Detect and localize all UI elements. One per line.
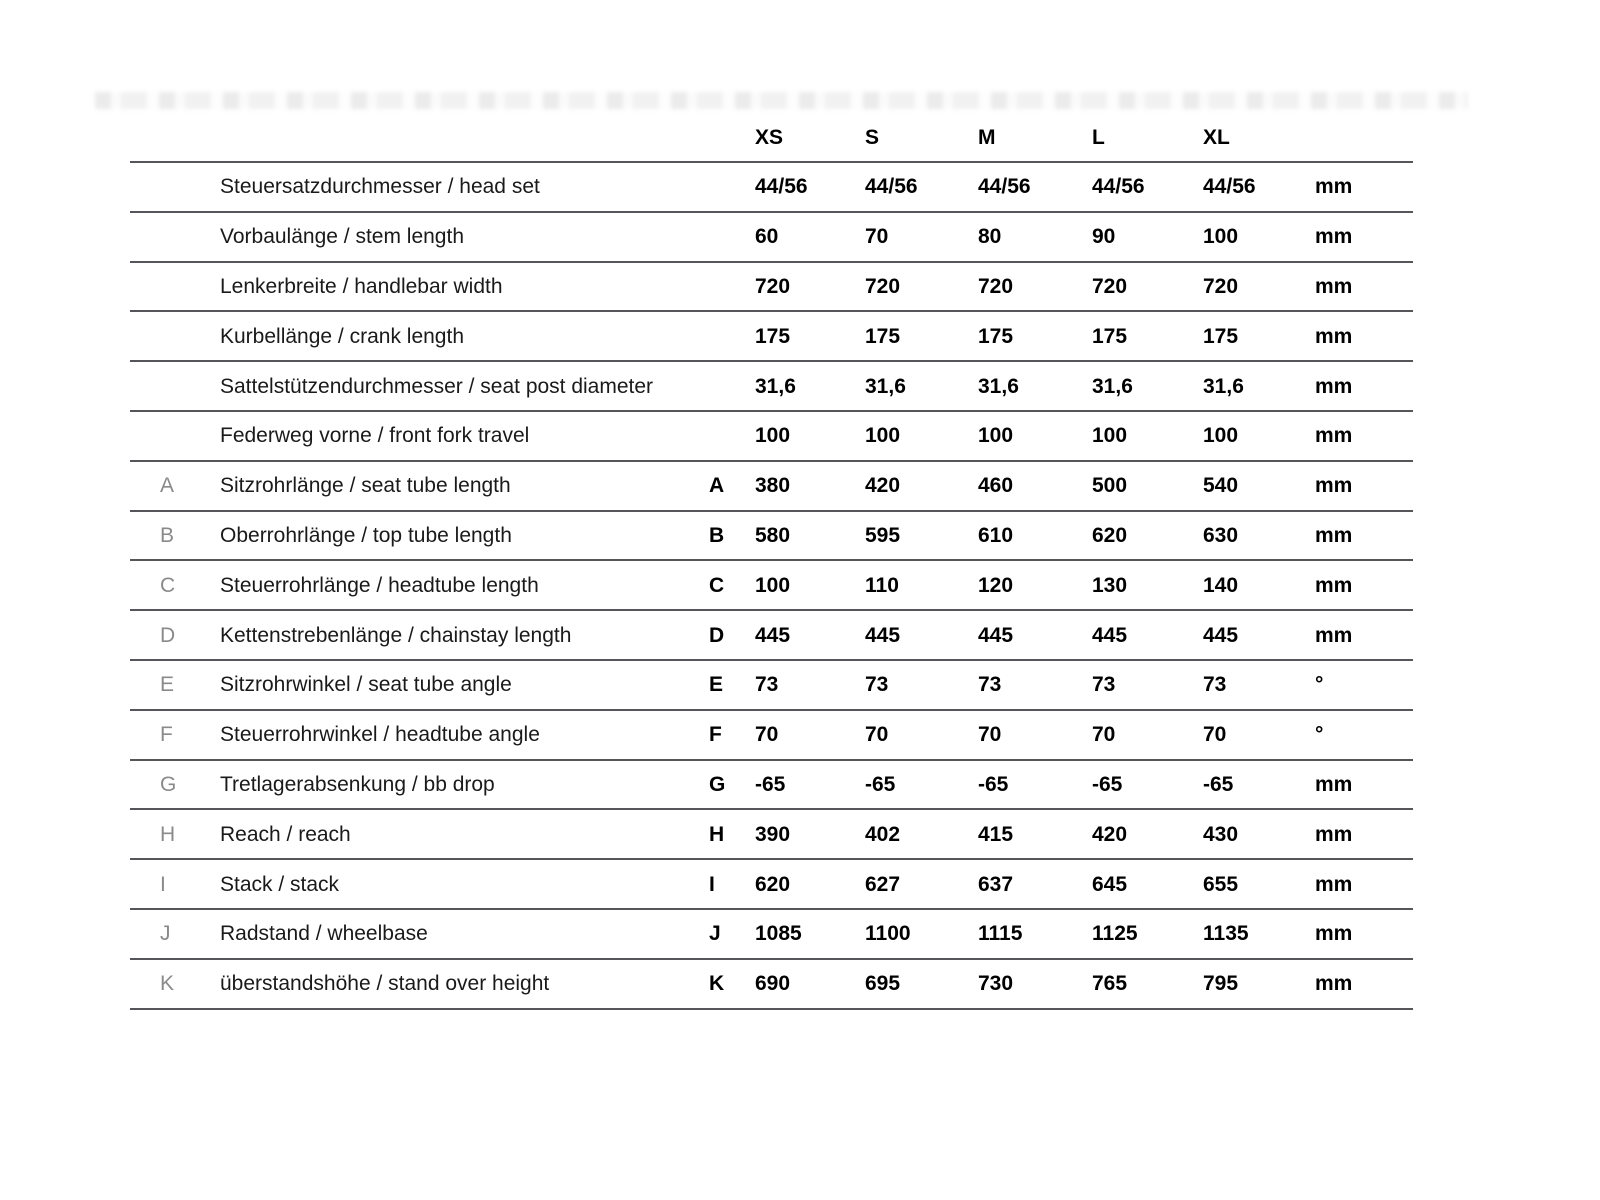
row-letter: E xyxy=(160,673,175,697)
value-cell-m: 80 xyxy=(978,225,1002,249)
unit-cell: mm xyxy=(1315,822,1353,846)
row-size-letter: A xyxy=(709,474,725,498)
value-cell-xl: 31,6 xyxy=(1203,374,1244,398)
value-cell-s: -65 xyxy=(865,772,896,796)
value-cell-l: 765 xyxy=(1092,972,1128,996)
value-cell-l: 175 xyxy=(1092,324,1128,348)
value-cell-xs: 380 xyxy=(755,474,791,498)
value-cell-xl: -65 xyxy=(1203,772,1234,796)
value-cell-l: 500 xyxy=(1092,474,1128,498)
column-header-size: M xyxy=(978,125,996,149)
row-label: Stack / stack xyxy=(220,872,340,896)
row-label: Steuersatzdurchmesser / head set xyxy=(220,175,540,199)
table-row xyxy=(130,362,1413,412)
unit-cell: mm xyxy=(1315,523,1353,547)
table-row xyxy=(130,810,1413,860)
value-cell-xs: 31,6 xyxy=(755,374,796,398)
value-cell-s: 31,6 xyxy=(865,374,906,398)
table-header-row xyxy=(130,113,1413,163)
table-row xyxy=(130,163,1413,213)
value-cell-m: 100 xyxy=(978,424,1014,448)
value-cell-m: 31,6 xyxy=(978,374,1019,398)
value-cell-xs: -65 xyxy=(755,772,786,796)
table-row xyxy=(130,561,1413,611)
value-cell-s: 100 xyxy=(865,424,901,448)
value-cell-xs: 620 xyxy=(755,872,791,896)
value-cell-m: 120 xyxy=(978,573,1014,597)
unit-cell: mm xyxy=(1315,972,1353,996)
row-size-letter: J xyxy=(709,922,721,946)
unit-cell: mm xyxy=(1315,424,1353,448)
value-cell-m: 460 xyxy=(978,474,1014,498)
table-row xyxy=(130,611,1413,661)
value-cell-l: 445 xyxy=(1092,623,1128,647)
value-cell-m: -65 xyxy=(978,772,1009,796)
value-cell-m: 70 xyxy=(978,723,1002,747)
value-cell-s: 420 xyxy=(865,474,901,498)
row-size-letter: H xyxy=(709,822,725,846)
row-size-letter: G xyxy=(709,772,726,796)
unit-cell: ° xyxy=(1315,673,1324,697)
unit-cell: mm xyxy=(1315,872,1353,896)
table-row xyxy=(130,213,1413,263)
row-letter: C xyxy=(160,573,176,597)
value-cell-s: 445 xyxy=(865,623,901,647)
unit-cell: mm xyxy=(1315,573,1353,597)
row-label: Sitzrohrwinkel / seat tube angle xyxy=(220,673,512,697)
row-label: Oberrohrlänge / top tube length xyxy=(220,523,512,547)
value-cell-xs: 60 xyxy=(755,225,779,249)
row-letter: F xyxy=(160,723,173,747)
unit-cell: ° xyxy=(1315,723,1324,747)
row-letter: I xyxy=(160,872,166,896)
value-cell-m: 637 xyxy=(978,872,1014,896)
value-cell-xl: 540 xyxy=(1203,474,1239,498)
value-cell-xs: 690 xyxy=(755,972,791,996)
value-cell-xl: 1135 xyxy=(1203,922,1249,946)
column-header-size: S xyxy=(865,125,880,149)
value-cell-l: 420 xyxy=(1092,822,1128,846)
value-cell-xl: 44/56 xyxy=(1203,175,1256,199)
table-row xyxy=(130,512,1413,562)
row-size-letter: F xyxy=(709,723,722,747)
value-cell-l: 130 xyxy=(1092,573,1128,597)
value-cell-m: 1115 xyxy=(978,922,1023,946)
table-row xyxy=(130,711,1413,761)
row-letter: A xyxy=(160,474,175,498)
value-cell-s: 70 xyxy=(865,225,889,249)
row-size-letter: B xyxy=(709,523,725,547)
value-cell-m: 415 xyxy=(978,822,1014,846)
value-cell-xl: 140 xyxy=(1203,573,1239,597)
value-cell-xs: 73 xyxy=(755,673,779,697)
value-cell-xs: 580 xyxy=(755,523,791,547)
table-row xyxy=(130,412,1413,462)
unit-cell: mm xyxy=(1315,474,1353,498)
table-row xyxy=(130,960,1413,1010)
value-cell-xl: 720 xyxy=(1203,274,1239,298)
value-cell-l: 1125 xyxy=(1092,922,1138,946)
row-letter: K xyxy=(160,972,175,996)
row-letter: J xyxy=(160,922,171,946)
unit-cell: mm xyxy=(1315,175,1353,199)
row-label: Reach / reach xyxy=(220,822,351,846)
value-cell-l: 73 xyxy=(1092,673,1116,697)
table-row xyxy=(130,761,1413,811)
value-cell-l: 620 xyxy=(1092,523,1128,547)
value-cell-s: 1100 xyxy=(865,922,911,946)
value-cell-m: 445 xyxy=(978,623,1014,647)
value-cell-l: 645 xyxy=(1092,872,1128,896)
value-cell-xs: 70 xyxy=(755,723,779,747)
table-row xyxy=(130,860,1413,910)
row-size-letter: C xyxy=(709,573,725,597)
row-label: Kettenstrebenlänge / chainstay length xyxy=(220,623,572,647)
value-cell-s: 44/56 xyxy=(865,175,918,199)
unit-cell: mm xyxy=(1315,225,1353,249)
row-size-letter: K xyxy=(709,972,725,996)
value-cell-xl: 795 xyxy=(1203,972,1239,996)
value-cell-xl: 100 xyxy=(1203,225,1239,249)
unit-cell: mm xyxy=(1315,623,1353,647)
value-cell-l: 31,6 xyxy=(1092,374,1133,398)
value-cell-xs: 100 xyxy=(755,573,791,597)
row-size-letter: I xyxy=(709,872,715,896)
table-row xyxy=(130,263,1413,313)
value-cell-l: 44/56 xyxy=(1092,175,1145,199)
value-cell-s: 70 xyxy=(865,723,889,747)
row-label: Vorbaulänge / stem length xyxy=(220,225,465,249)
value-cell-l: -65 xyxy=(1092,772,1123,796)
value-cell-xs: 1085 xyxy=(755,922,802,946)
value-cell-m: 720 xyxy=(978,274,1014,298)
value-cell-s: 402 xyxy=(865,822,901,846)
value-cell-m: 175 xyxy=(978,324,1014,348)
value-cell-xs: 720 xyxy=(755,274,791,298)
row-label: Radstand / wheelbase xyxy=(220,922,428,946)
row-label: Steuerrohrlänge / headtube length xyxy=(220,573,539,597)
unit-cell: mm xyxy=(1315,772,1353,796)
row-label: Tretlagerabsenkung / bb drop xyxy=(220,772,495,796)
row-label: Sitzrohrlänge / seat tube length xyxy=(220,474,511,498)
row-size-letter: E xyxy=(709,673,724,697)
table-row xyxy=(130,910,1413,960)
table-row xyxy=(130,661,1413,711)
value-cell-m: 44/56 xyxy=(978,175,1031,199)
value-cell-s: 720 xyxy=(865,274,901,298)
unit-cell: mm xyxy=(1315,374,1353,398)
unit-cell: mm xyxy=(1315,274,1353,298)
value-cell-s: 595 xyxy=(865,523,901,547)
row-label: Lenkerbreite / handlebar width xyxy=(220,274,503,298)
value-cell-m: 610 xyxy=(978,523,1014,547)
value-cell-xl: 100 xyxy=(1203,424,1239,448)
value-cell-l: 720 xyxy=(1092,274,1128,298)
row-letter: B xyxy=(160,523,175,547)
unit-cell: mm xyxy=(1315,324,1353,348)
blurred-header-artifact xyxy=(95,92,1468,109)
column-header-size: XS xyxy=(755,125,784,149)
value-cell-l: 90 xyxy=(1092,225,1116,249)
value-cell-s: 73 xyxy=(865,673,889,697)
value-cell-m: 730 xyxy=(978,972,1014,996)
row-label: Sattelstützendurchmesser / seat post diameter xyxy=(220,374,654,398)
table-row xyxy=(130,312,1413,362)
row-label: Kurbellänge / crank length xyxy=(220,324,464,348)
value-cell-xs: 390 xyxy=(755,822,791,846)
value-cell-xl: 655 xyxy=(1203,872,1239,896)
value-cell-xs: 445 xyxy=(755,623,791,647)
value-cell-xs: 44/56 xyxy=(755,175,808,199)
table-row xyxy=(130,462,1413,512)
row-letter: D xyxy=(160,623,176,647)
value-cell-s: 695 xyxy=(865,972,901,996)
value-cell-xs: 175 xyxy=(755,324,791,348)
row-label: Federweg vorne / front fork travel xyxy=(220,424,530,448)
row-letter: G xyxy=(160,772,177,796)
value-cell-xl: 70 xyxy=(1203,723,1227,747)
value-cell-l: 70 xyxy=(1092,723,1116,747)
value-cell-l: 100 xyxy=(1092,424,1128,448)
row-size-letter: D xyxy=(709,623,725,647)
unit-cell: mm xyxy=(1315,922,1353,946)
value-cell-xl: 73 xyxy=(1203,673,1227,697)
table-body xyxy=(130,163,1413,1010)
value-cell-xl: 630 xyxy=(1203,523,1239,547)
geometry-table xyxy=(130,113,1413,1010)
row-label: Steuerrohrwinkel / headtube angle xyxy=(220,723,540,747)
value-cell-s: 627 xyxy=(865,872,901,896)
value-cell-xl: 445 xyxy=(1203,623,1239,647)
value-cell-m: 73 xyxy=(978,673,1002,697)
value-cell-s: 175 xyxy=(865,324,901,348)
value-cell-xl: 175 xyxy=(1203,324,1239,348)
value-cell-xs: 100 xyxy=(755,424,791,448)
column-header-size: XL xyxy=(1203,125,1230,149)
value-cell-s: 110 xyxy=(865,573,899,597)
column-header-size: L xyxy=(1092,125,1105,149)
row-label: überstandshöhe / stand over height xyxy=(220,972,550,996)
value-cell-xl: 430 xyxy=(1203,822,1239,846)
row-letter: H xyxy=(160,822,176,846)
